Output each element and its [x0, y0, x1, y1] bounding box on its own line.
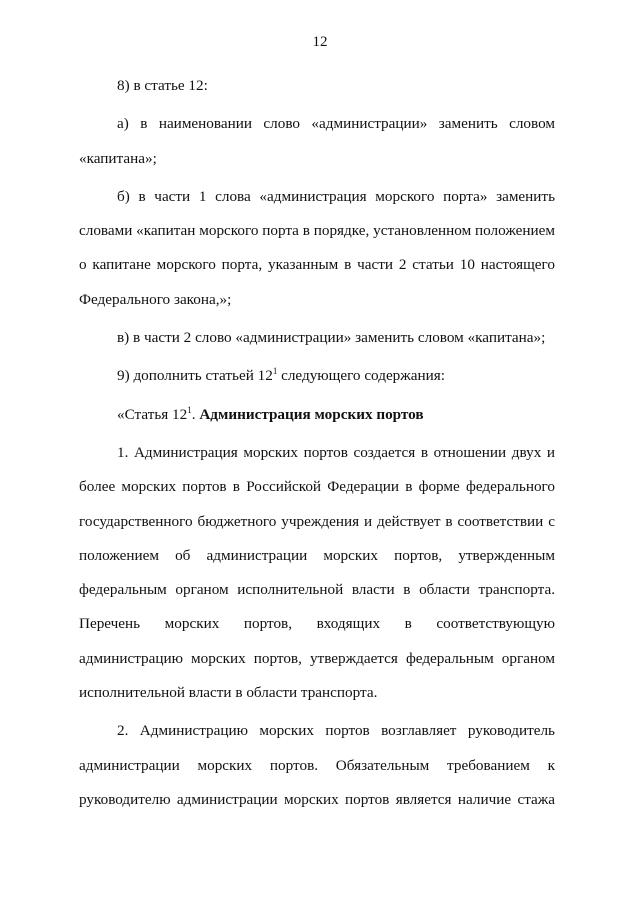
document-body [79, 69, 555, 817]
item-9-superscript: 1 [272, 366, 278, 377]
article-paragraph-1: 1. Администрация морских портов создается в отношении двух и более морских портов в Российской Федерации в форме федерального государственного бюджетного учреждения и действует в соответствии с положением об администрации морских портов, утвержденным федеральным органом исполнительной власти в области транспорта. Перечень морских портов, входящих в соответствующую администрацию морских портов, утверждается федеральным органом исполнительной власти в области транспорта. [79, 443, 555, 702]
paragraph-subitem-a: а) в наименовании слово «администрации» заменить словом «капитана»; [79, 115, 555, 167]
article-superscript: 1 [187, 404, 192, 415]
paragraph-item-9 [79, 359, 555, 393]
item-9-text-end: следующего содержания: [277, 367, 445, 385]
article-title: Администрация морских портов [199, 405, 424, 423]
paragraph-subitem-b: б) в части 1 слова «администрация морского порта» заменить словами «капитан морского порта в порядке, установленном положением о капитане морского порта, указанным в части 2 статьи 10 настоящего Федерального закона,»; [79, 187, 555, 308]
article-label: «Статья 12 [117, 405, 188, 423]
article-dot: . [191, 405, 200, 423]
item-9-text-start: 9) дополнить статьей 12 [117, 367, 273, 385]
paragraph-subitem-v: в) в части 2 слово «администрации» заменить словом «капитана»; [117, 329, 546, 347]
article-paragraph-2: 2. Администрацию морских портов возглавляет руководитель администрации морских портов. Обязательным требованием к руководителю администрации морских портов является наличие стажа [79, 722, 555, 808]
paragraph-item-8: 8) в статье 12: [117, 77, 208, 94]
article-heading [79, 398, 555, 432]
page-number: 12 [312, 34, 328, 50]
